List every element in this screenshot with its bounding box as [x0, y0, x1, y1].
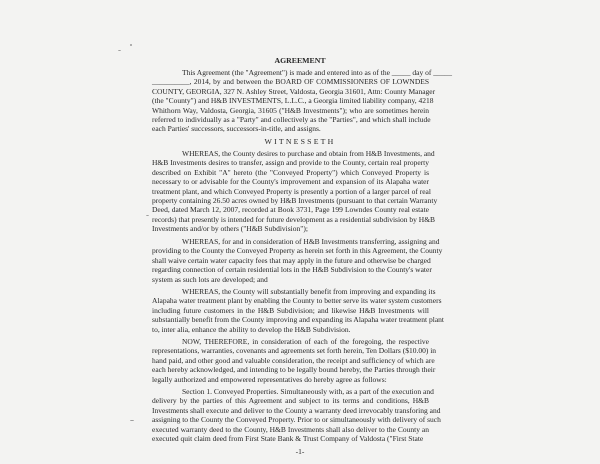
paragraph-line: NOW, THEREFORE, in consideration of each of the foregoing, the respective	[182, 337, 429, 346]
paragraph-line: This Agreement (the "Agreement") is made and entered into as of the _____ day of _____	[182, 68, 453, 77]
paragraph-line: necessary to or advisable for the County's improvement and expansion of its Alapaha water	[152, 177, 429, 187]
paragraph-line: COUNTY, GEORGIA, 327 N. Ashley Street, Valdosta, Georgia 31601, Attn: County Manager	[152, 86, 436, 96]
paragraph-line: substantially benefit from the County improving and expanding its Alapaha water treatment plant	[152, 315, 445, 325]
paragraph-line: referred to individually as a "Party" and collectively as the "Parties", and which shall include	[152, 114, 431, 124]
heading-witnesseth: WITNESSETH	[264, 137, 336, 146]
paragraph-section-1	[152, 387, 441, 443]
paragraph-line: H&B Investments desires to transfer, assign and provide to the County, certain real property	[152, 158, 429, 168]
paragraph-line: executed quit claim deed from First State Bank & Trust Company of Valdosta ("First State	[152, 433, 424, 443]
paragraph-line: providing to the County the Conveyed Property as herein set forth in this Agreement, the County	[152, 246, 443, 256]
paragraph-whereas-2	[152, 237, 443, 284]
paragraph-line: each Parties' successors, successors-in-title, and assigns.	[152, 124, 321, 134]
paragraph-line: delivery by the parties of this Agreement and subject to its terms and conditions, H&B	[152, 396, 429, 406]
paragraph-line: Deed, dated March 12, 2007, recorded at Book 3731, Page 199 Lowndes County real estate	[152, 205, 429, 215]
paragraph-line: system as such lots are developed; and	[152, 274, 268, 284]
paragraph-line: WHEREAS, the County will substantially benefit from improving and expanding its	[182, 287, 436, 296]
scan-speck	[146, 215, 149, 216]
scan-speck	[130, 420, 134, 421]
paragraph-line: WHEREAS, for and in consideration of H&B Investments transferring, assigning and	[182, 237, 440, 246]
scan-speck	[130, 44, 132, 46]
paragraph-line: executed warranty deed to the County, H&B Investments shall also deliver to the County an	[152, 424, 429, 434]
paragraph-line: WHEREAS, the County desires to purchase and obtain from H&B Investments, and	[182, 149, 435, 158]
paragraph-line: records) that presently is intended for future development as a residential subdivision by H&B	[152, 214, 436, 224]
scan-speck	[118, 50, 121, 51]
paragraph-line: each hereby acknowledged, and intending to be legally bound hereby, the Parties through their	[152, 365, 436, 375]
paragraph-line: __________, 2014, by and between the BOARD OF COMMISSIONERS OF LOWNDES	[152, 77, 429, 87]
paragraph-line: hand paid, and other good and valuable consideration, the receipt and sufficiency of which are	[152, 355, 435, 365]
paragraph-line: described on Exhibit "A" hereto (the "Conveyed Property") which Conveyed Property is	[152, 167, 429, 177]
paragraph-now-therefore	[152, 337, 437, 384]
paragraph-whereas-3	[152, 287, 445, 334]
paragraph-whereas-1	[152, 149, 438, 234]
paragraph-line: legally authorized and empowered representatives do hereby agree as follows:	[152, 374, 387, 384]
paragraph-line: Section 1. Conveyed Properties. Simultaneously with, as a part of the execution and	[182, 387, 434, 396]
paragraph-line: Investments and/or by others ("H&B Subdivision");	[152, 224, 308, 234]
paragraph-line: regarding connection of certain residential lots in the H&B Subdivision to the County's water	[152, 265, 432, 275]
paragraph-line: assigning to the County the Conveyed Property. Prior to or simultaneously with delivery of such	[152, 415, 441, 425]
paragraph-line: treatment plant, and which Conveyed Property is presently a portion of a larger parcel of real	[152, 186, 431, 196]
paragraph-line: Whithorn Way, Valdosta, Georgia, 31605 ("H&B Investments"); who are sometimes herein	[152, 105, 429, 115]
document-title: AGREEMENT	[274, 56, 326, 65]
page-number: -1-	[295, 447, 305, 456]
paragraph-intro	[152, 68, 453, 134]
paragraph-line: (the "County") and H&B INVESTMENTS, L.L.C., a Georgia limited liability company, 4218	[152, 96, 434, 106]
paragraph-line: property containing 26.50 acres owned by H&B Investments (pursuant to that certain Warranty	[152, 195, 438, 205]
paragraph-line: representations, warranties, covenants and agreements set forth herein, Ten Dollars ($10.00) in	[152, 346, 437, 356]
paragraph-line: Investments shall execute and deliver to the County a warranty deed irrevocably transforing and	[152, 405, 441, 415]
paragraph-line: including future customers in the H&B Subdivision; and likewise H&B Investments will	[152, 305, 429, 315]
paragraph-line: shall waive certain water capacity fees that may apply in the future and otherwise be charged	[152, 255, 431, 265]
paragraph-line: Alapaha water treatment plant by enabling the County to better serve its water system customers	[152, 296, 442, 306]
paragraph-line: to, inter alia, enhance the ability to develop the H&B Subdivision.	[152, 324, 351, 334]
